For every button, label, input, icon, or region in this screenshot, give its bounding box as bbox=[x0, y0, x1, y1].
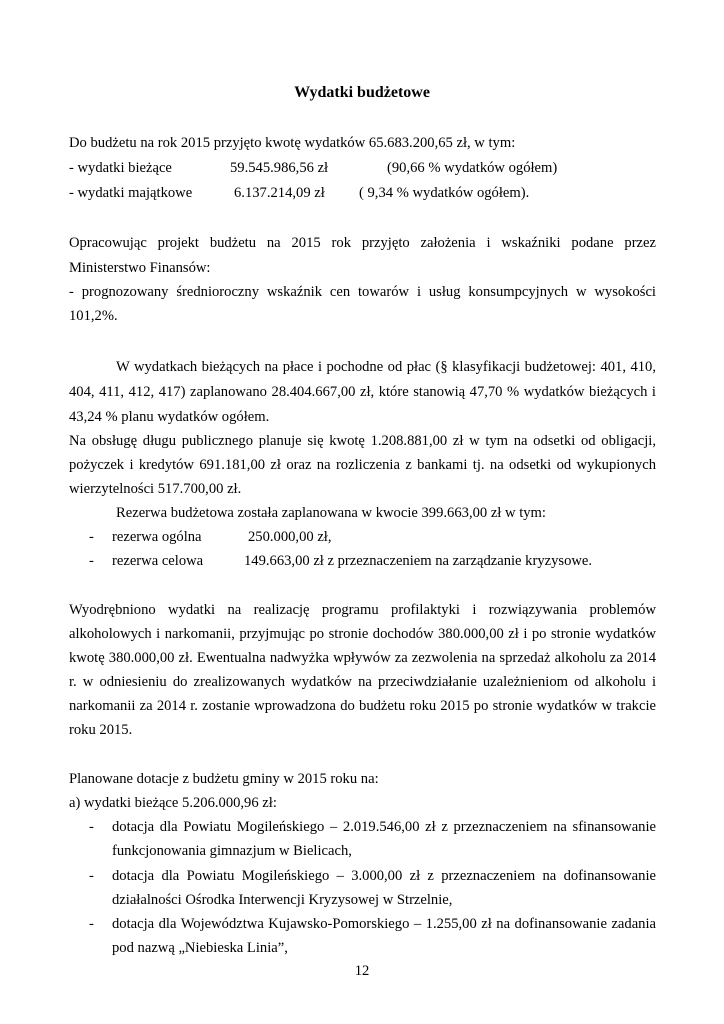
assumptions-line-4: 101,2%. bbox=[69, 308, 118, 324]
grants-sub: a) wydatki bieżące 5.206.000,96 zł: bbox=[69, 795, 277, 811]
summary-intro: Do budżetu na rok 2015 przyjęto kwotę wydatków 65.683.200,65 zł, w tym: bbox=[69, 135, 516, 151]
alcohol-line-4: r. w odniesieniu do zrealizowanych wydatków na przeciwdziałanie uzależnieniom od alkoholu i bbox=[69, 674, 656, 690]
grant-item-1-line-1: dotacja dla Powiatu Mogileńskiego – 2.019.546,00 zł z przeznaczeniem na sfinansowanie bbox=[112, 819, 656, 835]
list-dash: - bbox=[89, 553, 94, 569]
grant-item-3 bbox=[69, 915, 656, 933]
reserve-targeted-label: rezerwa celowa bbox=[112, 553, 204, 569]
list-dash: - bbox=[89, 916, 94, 932]
reserve-row-general bbox=[69, 528, 656, 546]
page-title: Wydatki budżetowe bbox=[294, 84, 430, 101]
reserve-targeted-amount: 149.663,00 zł z przeznaczeniem na zarządzanie kryzysowe. bbox=[244, 553, 593, 569]
debt-line-1: Na obsługę długu publicznego planuje się kwotę 1.208.881,00 zł w tym na odsetki od obligacji, bbox=[69, 433, 656, 449]
grant-item-2-line-2: działalności Ośrodka Interwencji Kryzysowej w Strzelnie, bbox=[112, 892, 453, 908]
assumptions-line-2: Ministerstwo Finansów: bbox=[69, 260, 211, 276]
grant-item-2 bbox=[69, 867, 656, 885]
page-number: 12 bbox=[354, 963, 370, 979]
wages-line-2: 404, 411, 412, 417) zaplanowano 28.404.667,00 zł, które stanowią 47,70 % wydatków bieżących i bbox=[69, 384, 656, 400]
grant-item-3-line-1: dotacja dla Województwa Kujawsko-Pomorskiego – 1.255,00 zł na dofinansowanie zadania bbox=[112, 916, 656, 932]
capital-share: ( 9,34 % wydatków ogółem). bbox=[359, 185, 530, 201]
summary-row-capital bbox=[69, 184, 656, 202]
current-label: - wydatki bieżące bbox=[69, 160, 172, 176]
grant-item-1 bbox=[69, 818, 656, 836]
grant-item-1-line-2: funkcjonowania gimnazjum w Bielicach, bbox=[112, 843, 352, 859]
current-share: (90,66 % wydatków ogółem) bbox=[387, 160, 558, 176]
grants-intro: Planowane dotacje z budżetu gminy w 2015 roku na: bbox=[69, 771, 379, 787]
reserve-row-targeted bbox=[69, 552, 656, 570]
reserve-intro: Rezerwa budżetowa została zaplanowana w kwocie 399.663,00 zł w tym: bbox=[116, 505, 546, 521]
list-dash: - bbox=[89, 868, 94, 884]
assumptions-line-3: - prognozowany średnioroczny wskaźnik cen towarów i usług konsumpcyjnych w wysokości bbox=[69, 284, 656, 300]
alcohol-line-1: Wyodrębniono wydatki na realizację programu profilaktyki i rozwiązywania problemów bbox=[69, 602, 656, 618]
alcohol-line-5: narkomanii za 2014 r. zostanie wprowadzona do budżetu roku 2015 po stronie wydatków w trakcie bbox=[69, 698, 656, 714]
alcohol-line-2: alkoholowych i narkomanii, przyjmując po stronie dochodów 380.000,00 zł i po stronie wydatków bbox=[69, 626, 656, 642]
reserve-general-label: rezerwa ogólna bbox=[112, 529, 202, 545]
reserve-general-amount: 250.000,00 zł, bbox=[248, 529, 332, 545]
alcohol-line-6: roku 2015. bbox=[69, 722, 133, 738]
assumptions-line-1: Opracowując projekt budżetu na 2015 rok przyjęto założenia i wskaźniki podane przez bbox=[69, 235, 656, 251]
list-dash: - bbox=[89, 819, 94, 835]
alcohol-line-3: kwotę 380.000,00 zł. Ewentualna nadwyżka wpływów za zezwolenia na sprzedaż alkoholu za 2014 bbox=[69, 650, 656, 666]
debt-line-3: wierzytelności 517.700,00 zł. bbox=[69, 481, 242, 497]
wages-line-1: W wydatkach bieżących na płace i pochodne od płac (§ klasyfikacji budżetowej: 401, 410, bbox=[116, 359, 656, 375]
list-dash: - bbox=[89, 529, 94, 545]
capital-amount: 6.137.214,09 zł bbox=[234, 185, 325, 201]
capital-label: - wydatki majątkowe bbox=[69, 185, 193, 201]
summary-row-current bbox=[69, 159, 656, 177]
debt-line-2: pożyczek i kredytów 691.181,00 zł oraz na rozliczenia z bankami tj. na odsetki od wykupionych bbox=[69, 457, 656, 473]
wages-line-3: 43,24 % planu wydatków ogółem. bbox=[69, 409, 270, 425]
current-amount: 59.545.986,56 zł bbox=[230, 160, 329, 176]
grant-item-3-line-2: pod nazwą „Niebieska Linia”, bbox=[112, 940, 288, 956]
grant-item-2-line-1: dotacja dla Powiatu Mogileńskiego – 3.000,00 zł z przeznaczeniem na dofinansowanie bbox=[112, 868, 656, 884]
